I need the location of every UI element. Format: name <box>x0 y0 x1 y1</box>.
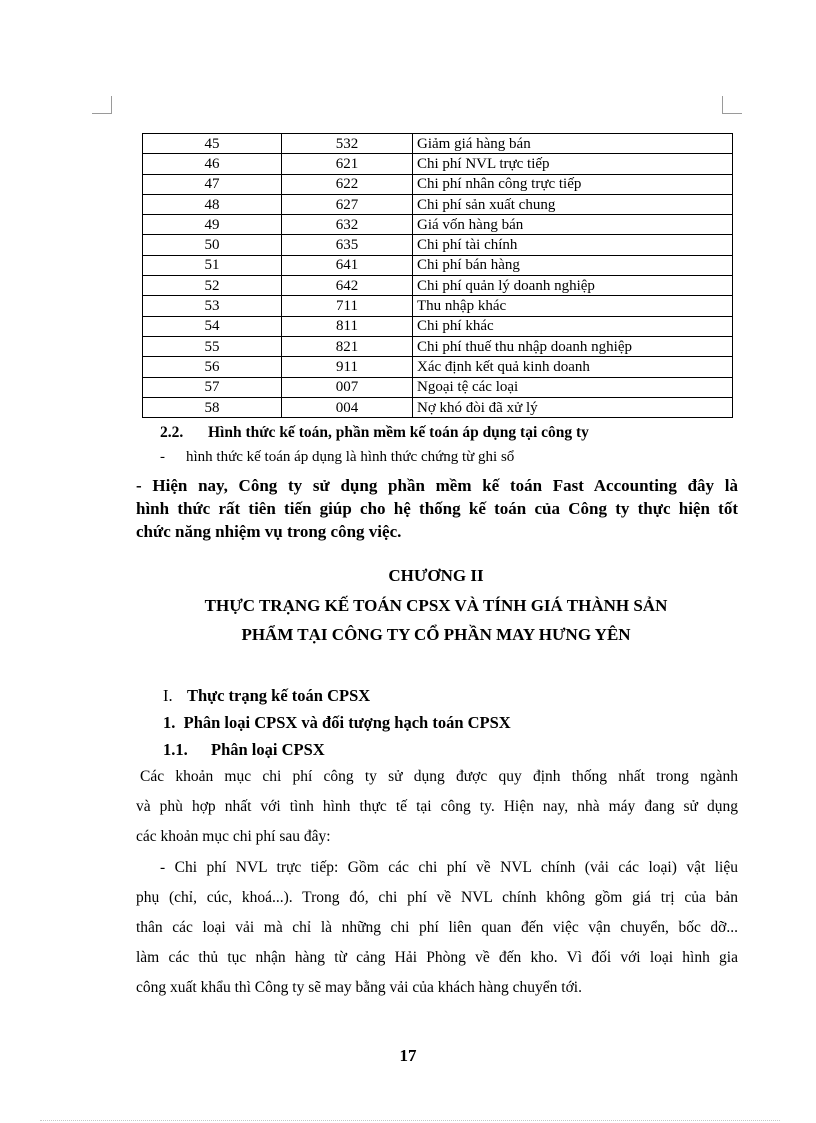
account-name-cell: Chi phí thuế thu nhập doanh nghiệp <box>413 336 733 356</box>
table-row <box>143 397 733 417</box>
paragraph-cost-items <box>136 762 738 852</box>
software-paragraph <box>136 474 738 543</box>
account-name-cell: Chi phí nhân công trực tiếp <box>413 174 733 194</box>
crop-mark-top-right <box>722 96 723 114</box>
account-table <box>142 133 733 418</box>
page-number: 17 <box>399 1046 417 1065</box>
row-number-cell: 49 <box>143 215 282 235</box>
row-number-cell: 57 <box>143 377 282 397</box>
account-name-cell: Giảm giá hàng bán <box>413 134 733 154</box>
account-code-cell: 627 <box>282 194 413 214</box>
table-row <box>143 377 733 397</box>
table-row <box>143 235 733 255</box>
table-row <box>143 134 733 154</box>
account-name-cell: Ngoại tệ các loại <box>413 377 733 397</box>
row-number-cell: 50 <box>143 235 282 255</box>
paragraph-line: - Chi phí NVL trực tiếp: Gồm các chi phí về NVL chính (vải các loại) vật liệu <box>160 859 738 876</box>
crop-mark-top-left <box>111 96 112 114</box>
table-row <box>143 255 733 275</box>
heading-1-1 <box>163 740 325 760</box>
heading-number: I. <box>163 686 173 705</box>
account-code-cell: 635 <box>282 235 413 255</box>
table-row <box>143 154 733 174</box>
row-number-cell: 58 <box>143 397 282 417</box>
heading-number: 1.1. <box>163 740 188 759</box>
paragraph-line: thân các loại vải mà chỉ là những chi phí liên quan đến việc vận chuyển, bốc dỡ... <box>136 919 738 936</box>
row-number-cell: 47 <box>143 174 282 194</box>
bullet-dash: - <box>160 449 165 465</box>
row-number-cell: 54 <box>143 316 282 336</box>
paragraph-line: làm các thủ tục nhận hàng từ cảng Hải Phòng về đến kho. Vì đối với loại hình gia <box>136 949 738 966</box>
account-name-cell: Thu nhập khác <box>413 296 733 316</box>
chapter-number: CHƯƠNG II <box>388 566 484 585</box>
account-name-cell: Nợ khó đòi đã xử lý <box>413 397 733 417</box>
crop-mark-top-right <box>723 113 742 114</box>
heading-title: Thực trạng kế toán CPSX <box>187 686 371 705</box>
account-code-cell: 911 <box>282 357 413 377</box>
account-code-cell: 821 <box>282 336 413 356</box>
account-name-cell: Chi phí khác <box>413 316 733 336</box>
table-row <box>143 316 733 336</box>
chapter-title-line1: THỰC TRẠNG KẾ TOÁN CPSX VÀ TÍNH GIÁ THÀNH SẢN <box>204 596 668 615</box>
account-code-cell: 004 <box>282 397 413 417</box>
account-code-cell: 632 <box>282 215 413 235</box>
heading-I <box>163 686 370 706</box>
account-code-cell: 007 <box>282 377 413 397</box>
paragraph-line: - Hiện nay, Công ty sử dụng phần mềm kế toán Fast Accounting đây là <box>136 476 738 495</box>
account-name-cell: Xác định kết quả kinh doanh <box>413 357 733 377</box>
row-number-cell: 48 <box>143 194 282 214</box>
section-2-2-heading <box>160 424 589 442</box>
footer-dotted-rule <box>40 1120 780 1121</box>
paragraph-line: chức năng nhiệm vụ trong công việc. <box>136 522 402 541</box>
paragraph-line: công xuất khẩu thì Công ty sẽ may bằng vải của khách hàng chuyển tới. <box>136 979 582 996</box>
row-number-cell: 55 <box>143 336 282 356</box>
account-code-cell: 642 <box>282 276 413 296</box>
section-number: 2.2. <box>160 424 184 441</box>
account-name-cell: Giá vốn hàng bán <box>413 215 733 235</box>
crop-mark-top-left <box>92 113 111 114</box>
row-number-cell: 51 <box>143 255 282 275</box>
paragraph-line: và phù hợp nhất với tình hình thực tế tại công ty. Hiện nay, nhà máy đang sử dụng <box>136 798 738 815</box>
paragraph-line: hình thức rất tiên tiến giúp cho hệ thống kế toán của Công ty thực hiện tốt <box>136 499 738 518</box>
row-number-cell: 52 <box>143 276 282 296</box>
table-row <box>143 336 733 356</box>
table-row <box>143 215 733 235</box>
heading-number: 1. <box>163 713 176 732</box>
account-name-cell: Chi phí NVL trực tiếp <box>413 154 733 174</box>
row-number-cell: 46 <box>143 154 282 174</box>
table-row <box>143 194 733 214</box>
paragraph-line: phụ (chỉ, cúc, khoá...). Trong đó, chi phí về NVL chính không gồm giá trị của bản <box>136 889 738 906</box>
row-number-cell: 53 <box>143 296 282 316</box>
account-code-cell: 641 <box>282 255 413 275</box>
account-name-cell: Chi phí quản lý doanh nghiệp <box>413 276 733 296</box>
bullet-text: hình thức kế toán áp dụng là hình thức chứng từ ghi sổ <box>186 449 515 465</box>
account-name-cell: Chi phí sản xuất chung <box>413 194 733 214</box>
table-row <box>143 276 733 296</box>
account-name-cell: Chi phí bán hàng <box>413 255 733 275</box>
chapter-title-line2: PHẨM TẠI CÔNG TY CỔ PHẦN MAY HƯNG YÊN <box>241 625 631 644</box>
paragraph-direct-materials <box>136 853 738 1003</box>
paragraph-line: Các khoản mục chi phí công ty sử dụng được quy định thống nhất trong ngành <box>140 768 738 785</box>
account-code-cell: 621 <box>282 154 413 174</box>
account-table-body <box>143 134 733 418</box>
table-row <box>143 174 733 194</box>
account-name-cell: Chi phí tài chính <box>413 235 733 255</box>
section-title: Hình thức kế toán, phần mềm kế toán áp dụng tại công ty <box>208 424 589 441</box>
paragraph-line: các khoản mục chi phí sau đây: <box>136 828 331 845</box>
table-row <box>143 296 733 316</box>
account-code-cell: 811 <box>282 316 413 336</box>
bullet-accounting-form <box>160 449 514 466</box>
heading-title: Phân loại CPSX <box>211 740 325 759</box>
heading-1 <box>163 713 511 733</box>
account-code-cell: 532 <box>282 134 413 154</box>
account-code-cell: 622 <box>282 174 413 194</box>
row-number-cell: 45 <box>143 134 282 154</box>
account-code-cell: 711 <box>282 296 413 316</box>
table-row <box>143 357 733 377</box>
row-number-cell: 56 <box>143 357 282 377</box>
heading-title: Phân loại CPSX và đối tượng hạch toán CPSX <box>183 713 511 732</box>
